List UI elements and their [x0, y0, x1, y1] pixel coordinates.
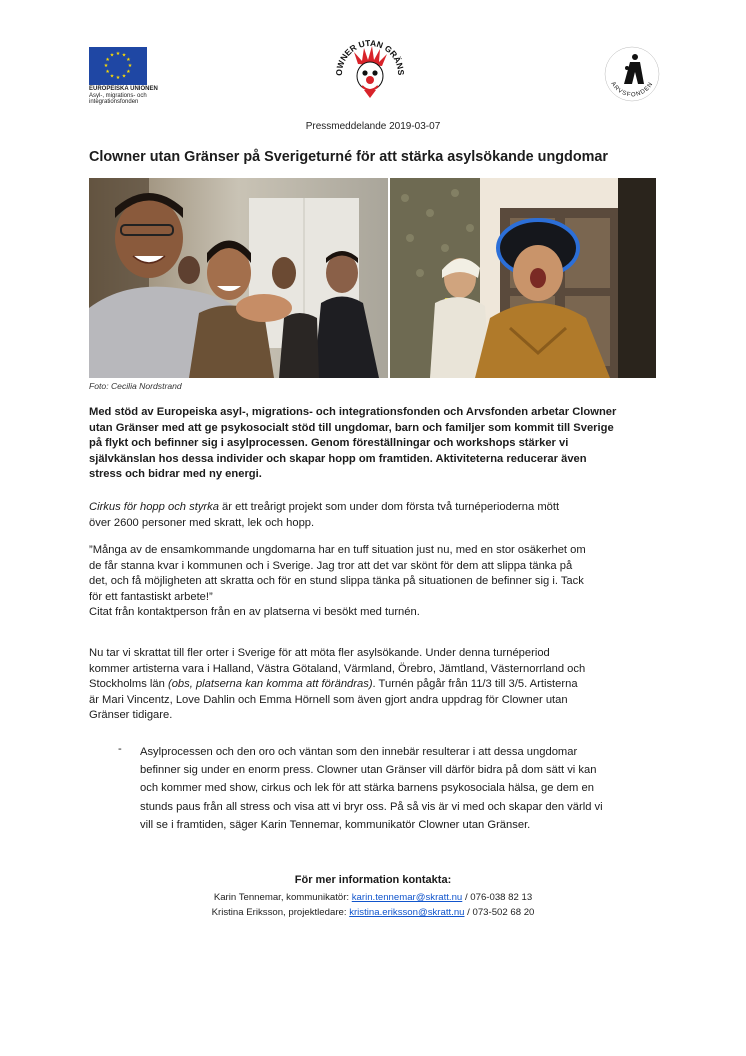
contact-heading: För mer information kontakta: — [294, 874, 452, 886]
bullet-paragraph — [140, 743, 670, 834]
tour-line: Gränser tidigare. — [89, 709, 173, 721]
project-paragraph — [89, 500, 659, 531]
svg-text:★: ★ — [127, 63, 133, 69]
arvsfonden-logo — [602, 44, 662, 104]
eu-caption-line: Asyl-, migrations- och — [89, 92, 147, 99]
eu-caption-line: EUROPEISKA UNIONEN — [89, 86, 158, 92]
bullet-line: och kommer med show, cirkus och lek för att stärka barnens psykosociala hälsa, ge dem en — [140, 782, 594, 795]
svg-text:★: ★ — [121, 73, 127, 80]
arvsfonden-text: ARVSFONDEN — [609, 81, 655, 99]
contact-name: Karin Tennemar, kommunikatör: — [213, 892, 352, 903]
photo-caption: Foto: Cecilia Nordstrand — [89, 381, 182, 391]
intro-line: självkänslan hos dessa individer och skapar hopp om framtiden. Aktiviteterna reducerar även — [89, 452, 587, 465]
quote-line: de får stanna kvar i kommunen och i Sverige. Jag tror att det var skönt för dem att slippa tänka på — [89, 559, 573, 572]
tour-line — [89, 677, 659, 693]
intro-line: stress och bidrar med ny energi. — [89, 468, 262, 480]
eu-caption-line: integrationsfonden — [89, 99, 139, 106]
email-link[interactable]: karin.tennemar@skratt.nu — [351, 892, 463, 903]
svg-text:★: ★ — [115, 75, 121, 81]
svg-text:★: ★ — [105, 69, 110, 75]
quote-paragraph — [89, 543, 659, 621]
tour-line: Nu tar vi skrattat till fler orter i Sverige för att möta fler asylsökande. Under denna turnéperiod — [89, 647, 550, 659]
tour-note: (obs, platserna kan komma att förändras) — [167, 678, 373, 690]
project-text: är ett treårigt projekt som under dom första två turnéperioderna mött — [218, 501, 560, 513]
bullet-line: Asylprocessen och den oro och väntan som den innebär resulterar i att dessa ungdomar — [140, 746, 578, 758]
svg-text:★: ★ — [103, 63, 109, 69]
tour-text: . Turnén pågår från 11/3 till 3/5. Artisterna — [372, 678, 578, 690]
tour-paragraph — [89, 646, 659, 724]
photo-performer-with-hat — [390, 178, 656, 378]
contact-line — [0, 892, 746, 903]
tour-line: kommer artisterna vara i Halland, Västra Götaland, Värmland, Örebro, Jämtland, Västernorrland och — [89, 662, 586, 675]
contact-line — [0, 907, 746, 918]
tour-line: är Mari Vincentz, Love Dahlin och Emma Hörnell som även gjort andra uppdrag för Clowner utan — [89, 693, 568, 706]
contact-name: Kristina Eriksson, projektledare: — [211, 907, 350, 918]
svg-text:★: ★ — [105, 57, 110, 63]
svg-text:★: ★ — [115, 51, 121, 57]
bullet-line: vill se i framtiden, säger Karin Tennemar, kommunikatör Clowner utan Gränser. — [140, 818, 531, 831]
quote-attribution: Citat från kontaktperson från en av platserna vi besökt med turnén. — [89, 606, 420, 618]
svg-text:★: ★ — [126, 57, 131, 63]
clowner-utan-granser-logo — [334, 34, 406, 110]
press-release-date: Pressmeddelande 2019-03-07 — [305, 121, 441, 132]
photo-audience-laughing — [89, 178, 388, 378]
contact-phone: / 076-038 82 13 — [462, 892, 533, 903]
svg-text:★: ★ — [109, 52, 115, 59]
intro-paragraph — [89, 405, 659, 483]
bullet-marker: - — [118, 743, 122, 755]
quote-line: det, och få möjligheten att skratta och för en stund slippa tänka på situationen de befinner sig i. Tack — [89, 575, 584, 587]
bullet-line: stunds paus från all stress och visa att vi bryr oss. På så vis är vi med och skapar den värld vi — [140, 800, 603, 813]
email-link[interactable]: kristina.eriksson@skratt.nu — [349, 907, 465, 918]
clown-logo-text: OWNER UTAN GRÄNS — [334, 37, 406, 76]
page-title: Clowner utan Gränser på Sverigeturné för att stärka asylsökande ungdomar — [89, 149, 609, 165]
eu-flag-icon — [89, 47, 147, 85]
project-line: över 2600 personer med skratt, lek och hopp. — [89, 516, 315, 529]
eu-caption — [89, 86, 169, 106]
svg-text:★: ★ — [121, 52, 127, 59]
tour-text: Stockholms län — [89, 678, 168, 690]
bullet-line: befinner sig under en enorm press. Clowner utan Gränser vill därför bidra på dom sätt vi kan — [140, 764, 597, 777]
intro-line: på flykt och befinner sig i asylprocessen. Genom föreställningar och workshops stärker vi — [89, 437, 569, 449]
svg-text:★: ★ — [126, 69, 131, 75]
project-line — [89, 500, 659, 516]
intro-line: utan Gränser med att ge psykosocialt stöd till ungdomar, barn och familjer som kommit till Sverige — [89, 421, 614, 434]
svg-text:★: ★ — [109, 73, 115, 80]
intro-line: Med stöd av Europeiska asyl-, migrations- och integrationsfonden och Arvsfonden arbetar Clowner — [89, 406, 617, 418]
contact-phone: / 073-502 68 20 — [464, 907, 535, 918]
quote-line: för ett fantastiskt arbete!” — [89, 590, 213, 603]
quote-line: ”Många av de ensamkommande ungdomarna har en tuff situation just nu, med en stor osäkerhet om — [89, 544, 586, 556]
project-name: Cirkus för hopp och styrka — [89, 501, 219, 513]
